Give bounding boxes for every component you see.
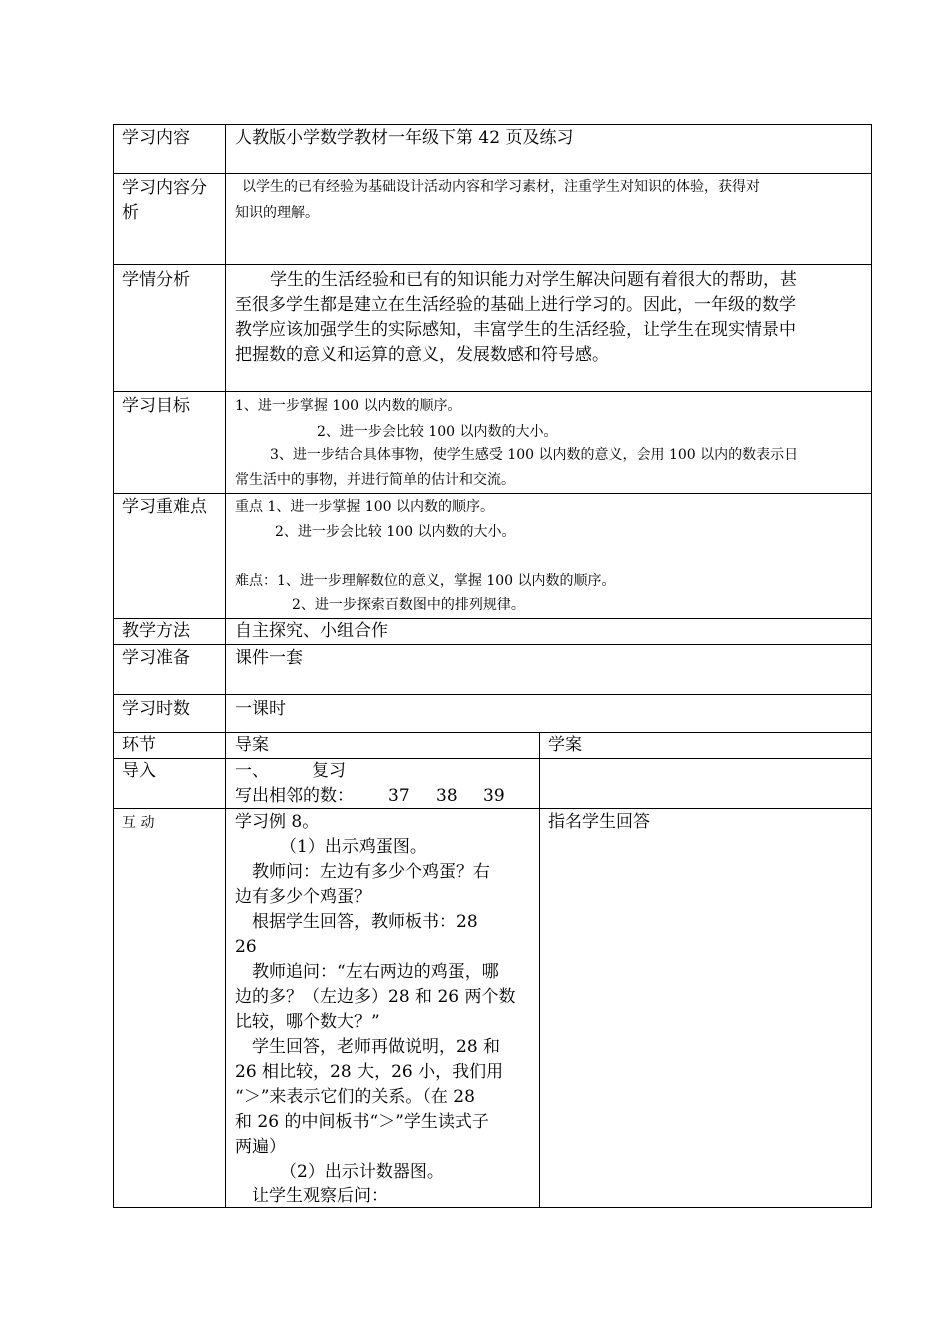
interact-line: （2）出示计数器图。 (280, 1162, 444, 1182)
student-analysis-line4: 把握数的意义和运算的意义，发展数感和符号感。 (235, 345, 609, 365)
student-answer: 指名学生回答 (548, 812, 650, 832)
student-analysis-line1: 学生的生活经验和已有的知识能力对学生解决问题有着很大的帮助，甚 (270, 270, 797, 290)
row-divider (113, 618, 872, 619)
student-analysis-line3: 教学应该加强学生的实际感知，丰富学生的生活经验，让学生在现实情景中 (235, 320, 796, 340)
row-divider (113, 732, 872, 733)
row-divider (113, 1207, 872, 1208)
goal-3-line2: 常生活中的事物，并进行简单的估计和交流。 (235, 472, 515, 488)
intro-line2-text: 写出相邻的数： (235, 786, 354, 806)
interact-line: 教师问：左边有多少个鸡蛋？右 (252, 862, 490, 882)
row-divider (113, 391, 872, 392)
row-divider (113, 694, 872, 695)
col-divider (113, 124, 114, 1208)
interact-line: 学习例 8。 (235, 812, 320, 832)
hours-text: 一课时 (235, 699, 286, 719)
label-hours: 学习时数 (122, 699, 190, 719)
row-divider (113, 264, 872, 265)
interact-line: 根据学生回答，教师板书：28 (252, 912, 478, 932)
row-divider (113, 124, 872, 125)
interact-line: 26 (235, 937, 257, 957)
header-section: 环节 (122, 735, 156, 755)
interact-line: （1）出示鸡蛋图。 (280, 837, 427, 857)
content-analysis-line2: 知识的理解。 (235, 205, 319, 221)
goal-1: 1、进一步掌握 100 以内数的顺序。 (235, 398, 462, 414)
difficulty-2: 2、进一步探索百数图中的排列规律。 (292, 597, 525, 613)
label-goals: 学习目标 (122, 396, 190, 416)
intro-number-37: 37 (388, 786, 410, 806)
label-key-points: 学习重难点 (122, 497, 207, 517)
interact-line: 边的多？（左边多）28 和 26 两个数 (235, 987, 516, 1007)
student-analysis-line2: 至很多学生都是建立在生活经验的基础上进行学习的。因此，一年级的数学 (235, 295, 796, 315)
interact-line: 学生回答，老师再做说明，28 和 (252, 1037, 501, 1057)
col-divider (539, 732, 540, 1208)
label-content-analysis-2: 析 (122, 203, 139, 223)
intro-line1-num: 一、 (235, 761, 269, 781)
key-point-2: 2、进一步会比较 100 以内数的大小。 (275, 524, 516, 540)
intro-number-38: 38 (436, 786, 458, 806)
intro-line1-text: 复习 (312, 761, 346, 781)
key-point-1: 重点 1、进一步掌握 100 以内数的顺序。 (235, 499, 494, 515)
label-intro: 导入 (122, 761, 156, 781)
label-method: 教学方法 (122, 621, 190, 641)
method-text: 自主探究、小组合作 (235, 621, 388, 641)
goal-3-line1: 3、进一步结合具体事物，使学生感受 100 以内数的意义，会用 100 以内的数表示日 (270, 447, 799, 463)
label-content: 学习内容 (122, 128, 190, 148)
interact-line: 让学生观察后问： (252, 1186, 388, 1206)
interact-line: 两遍） (235, 1137, 286, 1157)
header-teacher-plan: 导案 (235, 735, 269, 755)
col-divider (871, 124, 872, 1208)
interact-line: 和 26 的中间板书“＞”学生读式子 (235, 1112, 489, 1132)
intro-number-39: 39 (483, 786, 505, 806)
interact-line: 边有多少个鸡蛋？ (235, 887, 371, 907)
label-interact: 互 动 (122, 815, 155, 831)
label-content-analysis-1: 学习内容分 (122, 178, 207, 198)
goal-2: 2、进一步会比较 100 以内数的大小。 (317, 424, 558, 440)
interact-line: 比较，哪个数大？” (235, 1012, 380, 1032)
content-text: 人教版小学数学教材一年级下第 42 页及练习 (235, 128, 574, 148)
difficulty-1: 难点：1、进一步理解数位的意义，掌握 100 以内数的顺序。 (235, 573, 616, 589)
content-analysis-line1: 以学生的已有经验为基础设计活动内容和学习素材，注重学生对知识的体验，获得对 (242, 179, 760, 195)
col-divider (225, 124, 226, 1208)
interact-line: “＞”来表示它们的关系。（在 28 (235, 1087, 475, 1107)
row-divider (113, 758, 872, 759)
header-student-plan: 学案 (548, 735, 582, 755)
row-divider (113, 644, 872, 645)
interact-line: 教师追问：“左右两边的鸡蛋，哪 (252, 962, 499, 982)
label-student-analysis: 学情分析 (122, 270, 190, 290)
interact-line: 26 相比较，28 大，26 小，我们用 (235, 1062, 504, 1082)
preparation-text: 课件一套 (235, 648, 303, 668)
label-preparation: 学习准备 (122, 648, 190, 668)
